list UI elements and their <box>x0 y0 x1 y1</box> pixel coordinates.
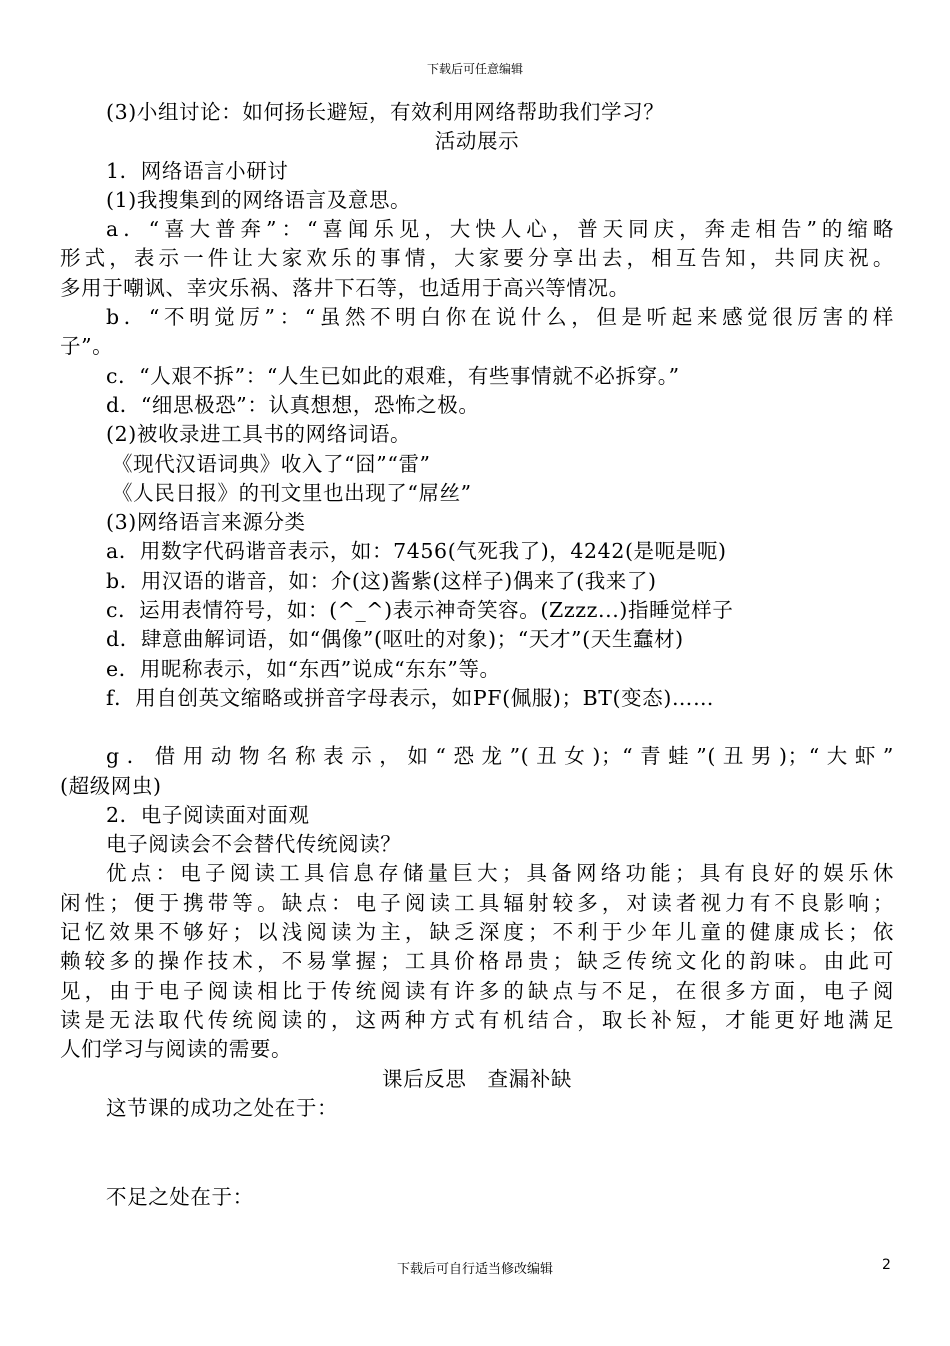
reflection-shortcoming-prompt: 不足之处在于： <box>106 1185 254 1210</box>
section-heading-reflection: 课后反思 查漏补缺 <box>382 1066 572 1091</box>
paragraph-line: a．“喜大普奔”：“喜闻乐见，大快人心，普天同庆，奔走相告”的缩略 <box>106 217 894 242</box>
page-footer: 下载后可自行适当修改编辑 <box>396 1262 553 1277</box>
paragraph-line: (2)被收录进工具书的网络词语。 <box>106 422 412 447</box>
subsection-heading: 1．网络语言小研讨 <box>106 158 289 183</box>
paragraph-line: c．运用表情符号，如：(^_^)表示神奇笑容。(Zzzz...)指睡觉样子 <box>106 598 734 623</box>
paragraph-line: a．用数字代码谐音表示，如：7456(气死我了)，4242(是呃是呃) <box>106 539 727 564</box>
paragraph-line: 读是无法取代传统阅读的，这两种方式有机结合，取长补短，才能更好地满足 <box>60 1007 894 1032</box>
paragraph-line: (1)我搜集到的网络语言及意思。 <box>106 187 412 212</box>
paragraph-line: e．用昵称表示，如“东西”说成“东东”等。 <box>106 656 501 681</box>
paragraph-line: 多用于嘲讽、幸灾乐祸、落井下石等，也适用于高兴等情况。 <box>60 275 630 300</box>
paragraph-line: (超级网虫) <box>60 773 162 798</box>
paragraph-line: 《现代汉语词典》收入了“囧”“雷” <box>112 451 431 476</box>
paragraph-line: c．“人艰不拆”：“人生已如此的艰难，有些事情就不必拆穿。” <box>106 363 680 388</box>
section-heading-activity: 活动展示 <box>434 129 520 154</box>
paragraph-line: 人们学习与阅读的需要。 <box>60 1037 293 1062</box>
subsection-heading: 2．电子阅读面对面观 <box>106 802 310 827</box>
paragraph-line: 闲性；便于携带等。缺点：电子阅读工具辐射较多，对读者视力有不良影响； <box>60 890 894 915</box>
page-number: 2 <box>882 1257 891 1273</box>
paragraph-line: 记忆效果不够好；以浅阅读为主，缺乏深度；不利于少年儿童的健康成长；依 <box>60 920 894 945</box>
paragraph-line: 电子阅读会不会替代传统阅读？ <box>106 832 402 857</box>
paragraph-line: d．肆意曲解词语，如“偶像”(呕吐的对象)；“天才”(天生蠢材) <box>106 627 684 652</box>
paragraph-line: 优点：电子阅读工具信息存储量巨大；具备网络功能；具有良好的娱乐休 <box>106 861 894 886</box>
paragraph-line: b．“不明觉厉”：“虽然不明白你在说什么，但是听起来感觉很厉害的样 <box>106 305 894 330</box>
paragraph-line: 形式，表示一件让大家欢乐的事情，大家要分享出去，相互告知，共同庆祝。 <box>60 246 894 271</box>
document-body <box>60 98 894 1212</box>
discussion-question: (3)小组讨论：如何扬长避短，有效利用网络帮助我们学习？ <box>106 100 665 124</box>
paragraph-line: g．借用动物名称表示，如“恐龙”(丑女)；“青蛙”(丑男)；“大虾” <box>106 744 894 769</box>
paragraph-line: 见，由于电子阅读相比于传统阅读有许多的缺点与不足，在很多方面，电子阅 <box>60 978 894 1003</box>
paragraph-line: f．用自创英文缩略或拼音字母表示，如PF(佩服)；BT(变态)…… <box>106 685 715 710</box>
reflection-success-prompt: 这节课的成功之处在于： <box>106 1095 339 1120</box>
paragraph-line: d．“细思极恐”：认真想想，恐怖之极。 <box>106 392 480 417</box>
paragraph-line: (3)网络语言来源分类 <box>106 510 306 535</box>
paragraph-line: 子”。 <box>60 334 114 359</box>
paragraph-line: b．用汉语的谐音，如：介(这)酱紫(这样子)偶来了(我来了) <box>106 568 657 593</box>
page-header: 下载后可任意编辑 <box>426 62 523 76</box>
paragraph-line: 赖较多的操作技术，不易掌握；工具价格昂贵；缺乏传统文化的韵味。由此可 <box>60 949 894 974</box>
paragraph-line: 《人民日报》的刊文里也出现了“屌丝” <box>112 480 472 505</box>
